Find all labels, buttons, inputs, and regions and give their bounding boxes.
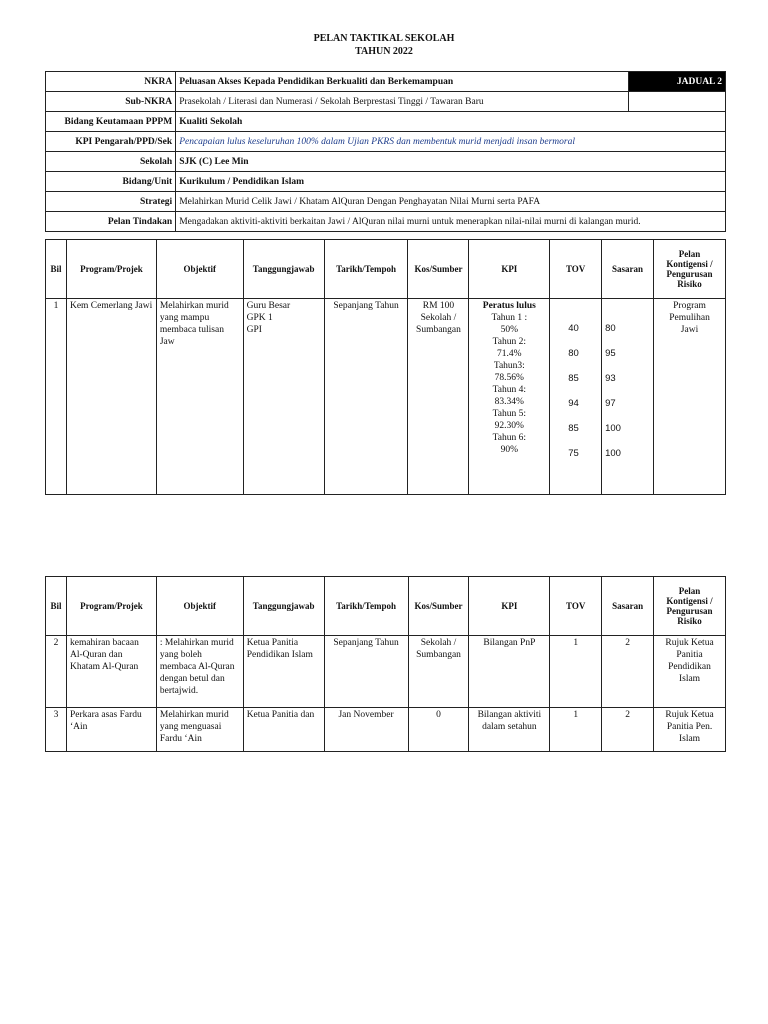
cell-tarikh: Sepanjang Tahun	[324, 636, 408, 708]
kpi-line: Tahun 4:	[492, 385, 526, 395]
table-row	[46, 299, 726, 495]
kos-line: RM 100	[422, 301, 455, 311]
cell-tov: 1	[550, 708, 602, 752]
tov-value: 75	[568, 448, 579, 459]
col-objektif: Objektif	[156, 240, 243, 299]
cell-kos	[408, 299, 469, 495]
col-sasaran: Sasaran	[602, 577, 654, 636]
tanggungjawab-line: Guru Besar	[246, 301, 291, 311]
header-value: Pencapaian lulus keseluruhan 100% dalam Ujian PKRS dan membentuk murid menjadi insan bermoral	[176, 132, 726, 152]
cell-pelan: Rujuk Ketua Panitia Pendidikan Islam	[654, 636, 726, 708]
kpi-line: Tahun3:	[493, 361, 525, 371]
cell-program: Perkara asas Fardu ‘Ain	[66, 708, 156, 752]
tanggungjawab-line: GPI	[246, 325, 262, 335]
header-label: Sekolah	[46, 152, 176, 172]
col-pelan: Pelan Kontigensi / Pengurusan Risiko	[654, 577, 726, 636]
table-header-row	[46, 240, 726, 299]
col-program: Program/Projek	[66, 577, 156, 636]
header-row-pelan-tindakan	[46, 212, 726, 232]
sasaran-value: 100	[605, 423, 621, 434]
kpi-line: Tahun 1 :	[491, 313, 528, 323]
pelan-line: Pemulihan	[669, 313, 710, 323]
header-label: Strategi	[46, 192, 176, 212]
header-row-sekolah	[46, 152, 726, 172]
sasaran-value: 97	[605, 398, 616, 409]
cell-kpi: Bilangan PnP	[469, 636, 550, 708]
cell-objektif: Melahirkan murid yang mampu membaca tulisan Jaw	[156, 299, 243, 495]
col-kos: Kos/Sumber	[408, 240, 469, 299]
header-value: Melahirkan Murid Celik Jawi / Khatam AlQuran Dengan Penghayatan Nilai Murni serta PAFA	[176, 192, 726, 212]
sasaran-value: 100	[605, 448, 621, 459]
cell-objektif: Melahirkan murid yang menguasai Fardu ‘Ain	[156, 708, 243, 752]
kpi-line: 92.30%	[494, 421, 524, 431]
col-tov: TOV	[550, 577, 602, 636]
header-row-sub-nkra	[46, 92, 726, 112]
sasaran-value: 93	[605, 373, 616, 384]
header-empty-cell	[628, 92, 725, 112]
tanggungjawab-line: GPK 1	[246, 313, 273, 323]
header-label: Sub-NKRA	[46, 92, 176, 112]
header-value: Prasekolah / Literasi dan Numerasi / Sekolah Berprestasi Tinggi / Tawaran Baru	[176, 92, 629, 112]
cell-objektif: : Melahirkan murid yang boleh membaca Al-Quran dengan betul dan bertajwid.	[156, 636, 243, 708]
cell-program: Kem Cemerlang Jawi	[66, 299, 156, 495]
kpi-line: Tahun 2:	[492, 337, 526, 347]
cell-kos: 0	[408, 708, 469, 752]
header-row-kpi	[46, 132, 726, 152]
cell-sasaran: 2	[602, 636, 654, 708]
cell-tarikh: Sepanjang Tahun	[324, 299, 408, 495]
table-header-row	[46, 577, 726, 636]
col-bil: Bil	[46, 240, 67, 299]
cell-kpi	[469, 299, 550, 495]
col-pelan: Pelan Kontigensi / Pengurusan Risiko	[654, 240, 726, 299]
cell-pelan	[654, 299, 726, 495]
header-label: Pelan Tindakan	[46, 212, 176, 232]
pelan-line: Program	[673, 301, 706, 311]
kos-line: Sekolah /	[420, 313, 457, 323]
cell-tanggungjawab	[243, 299, 324, 495]
cell-tanggungjawab: Ketua Panitia Pendidikan Islam	[243, 636, 324, 708]
cell-tov: 1	[550, 636, 602, 708]
program-table-1	[45, 239, 726, 495]
table-row	[46, 636, 726, 708]
kos-line: Sumbangan	[416, 325, 461, 335]
tov-value: 85	[568, 373, 579, 384]
cell-bil: 3	[46, 708, 67, 752]
cell-pelan: Rujuk Ketua Panitia Pen. Islam	[654, 708, 726, 752]
col-kos: Kos/Sumber	[408, 577, 469, 636]
col-kpi: KPI	[469, 577, 550, 636]
kpi-line: 90%	[500, 445, 519, 455]
kpi-line: 78.56%	[494, 373, 524, 383]
header-row-bidang-unit	[46, 172, 726, 192]
pelan-line: Jawi	[680, 325, 699, 335]
page-title: PELAN TAKTIKAL SEKOLAH	[313, 33, 455, 44]
cell-program: kemahiran bacaan Al-Quran dan Khatam Al-Quran	[66, 636, 156, 708]
col-bil: Bil	[46, 577, 67, 636]
cell-tanggungjawab: Ketua Panitia dan	[243, 708, 324, 752]
col-tarikh: Tarikh/Tempoh	[324, 577, 408, 636]
header-label: KPI Pengarah/PPD/Sek	[46, 132, 176, 152]
header-label: Bidang/Unit	[46, 172, 176, 192]
cell-kpi: Bilangan aktiviti dalam setahun	[469, 708, 550, 752]
header-value: Kurikulum / Pendidikan Islam	[176, 172, 726, 192]
col-sasaran: Sasaran	[602, 240, 654, 299]
header-value: SJK (C) Lee Min	[176, 152, 726, 172]
header-value: Mengadakan aktiviti-aktiviti berkaitan Jawi / AlQuran nilai murni untuk menerapkan nilai-nilai murni di kalangan murid.	[176, 212, 726, 232]
cell-bil: 2	[46, 636, 67, 708]
tov-value: 94	[568, 398, 579, 409]
sasaran-value: 95	[605, 348, 616, 359]
col-tanggungjawab: Tanggungjawab	[243, 577, 324, 636]
table-row	[46, 708, 726, 752]
tov-value: 40	[568, 323, 579, 334]
col-program: Program/Projek	[66, 240, 156, 299]
cell-sasaran	[602, 299, 654, 495]
kpi-line: 71.4%	[497, 349, 522, 359]
tov-value: 80	[568, 348, 579, 359]
header-value: Kualiti Sekolah	[176, 112, 726, 132]
col-kpi: KPI	[469, 240, 550, 299]
header-row-strategi	[46, 192, 726, 212]
header-label: NKRA	[46, 72, 176, 92]
page-subtitle-year: TAHUN 2022	[355, 46, 413, 57]
cell-tarikh: Jan November	[324, 708, 408, 752]
cell-sasaran: 2	[602, 708, 654, 752]
program-table-2	[45, 576, 726, 752]
cell-bil: 1	[46, 299, 67, 495]
header-row-nkra	[46, 72, 726, 92]
cell-kos: Sekolah / Sumbangan	[408, 636, 469, 708]
header-label: Bidang Keutamaan PPPM	[46, 112, 176, 132]
col-tanggungjawab: Tanggungjawab	[243, 240, 324, 299]
header-info-table	[45, 71, 726, 232]
kpi-line: Tahun 5:	[492, 409, 526, 419]
col-tov: TOV	[550, 240, 602, 299]
col-tarikh: Tarikh/Tempoh	[324, 240, 408, 299]
kpi-line: 83.34%	[494, 397, 524, 407]
sasaran-value: 80	[605, 323, 616, 334]
header-value: Peluasan Akses Kepada Pendidikan Berkualiti dan Berkemampuan	[176, 72, 629, 92]
kpi-title: Peratus lulus	[482, 301, 536, 311]
jadual-badge: JADUAL 2	[628, 72, 725, 92]
col-objektif: Objektif	[156, 577, 243, 636]
cell-tov	[550, 299, 602, 495]
header-row-bidang-keutamaan	[46, 112, 726, 132]
kpi-line: 50%	[500, 325, 519, 335]
tov-value: 85	[568, 423, 579, 434]
kpi-line: Tahun 6:	[492, 433, 526, 443]
